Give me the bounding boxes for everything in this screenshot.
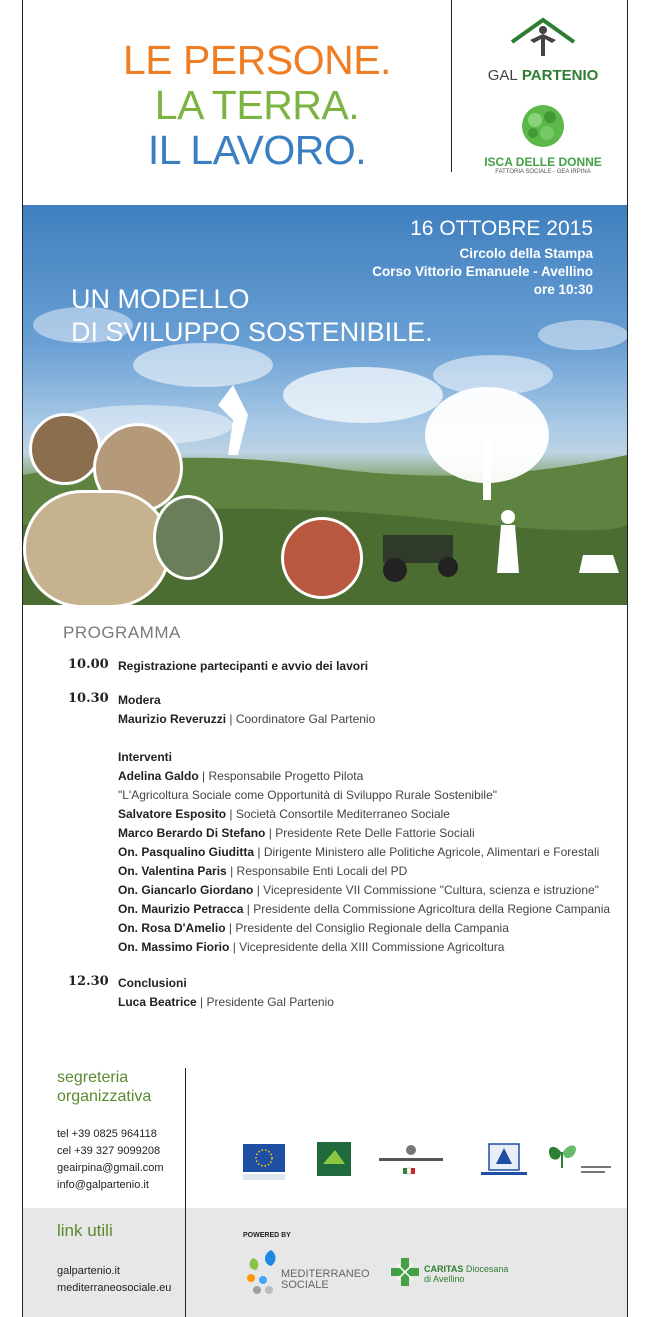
link-list [57,1263,171,1297]
speaker-name: On. Maurizio Petracca [118,902,244,916]
spacer [118,729,628,748]
speaker-role: Presidente del Consiglio Regionale della Campania [235,921,509,935]
contact-phone[interactable]: tel +39 0825 964118 [57,1128,157,1140]
gal-partenio-logo [478,16,608,84]
mediterraneo-line1: MEDITERRANEO [281,1268,370,1280]
event-date: 16 OTTOBRE 2015 [410,217,593,240]
gal-name-part2: PARTENIO [521,67,599,84]
gal-partenio-emblem-icon [508,16,578,60]
header [23,0,627,205]
slot-lines [118,691,628,957]
programme-line: On. Giancarlo Giordano | Vicepresidente VII Commissione "Cultura, scienza e istruzione" [118,883,599,897]
speaker-role: Responsabile Progetto Pilota [208,769,364,783]
tree-leaf-icon [517,102,569,148]
speaker-name: Maurizio Reveruzzi [118,712,227,726]
programme-line: On. Maurizio Petracca | Presidente della Commissione Agricoltura della Regione Campania [118,902,611,916]
section-label: Modera [118,693,161,707]
caritas-text [424,1264,508,1284]
speaker-name: Salvatore Esposito [118,807,227,821]
footer-divider [185,1068,186,1317]
gal-name-part1: GAL [487,67,518,84]
photo-circle [153,495,223,580]
caritas-avellino: di Avellino [424,1274,465,1284]
programme-line: Salvatore Esposito | Società Consortile Mediterraneo Sociale [118,807,450,821]
hero-title [71,283,433,349]
speaker-role: Coordinatore Gal Partenio [235,712,376,726]
link-utili-title: link utili [57,1221,113,1240]
programme-line: Marco Berardo Di Stefano | Presidente Rete Delle Fattorie Sociali [118,826,475,840]
psr-campania-icon [549,1145,611,1173]
speaker-name: On. Valentina Paris [118,864,227,878]
programme-line: Maurizio Reveruzzi | Coordinatore Gal Partenio [118,712,376,726]
speaker-role: Presidente Rete Delle Fattorie Sociali [275,826,475,840]
flyer-page [22,0,628,1317]
contact-list [57,1126,164,1194]
section-label: Interventi [118,750,173,764]
speaker-name: On. Rosa D'Amelio [118,921,226,935]
talk-title: "L'Agricoltura Sociale come Opportunità di Sviluppo Rurale Sostenibile" [118,788,498,802]
programme-line [118,748,628,767]
programme-line [118,974,628,993]
programme-line: On. Massimo Fiorio | Vicepresidente della XIII Commissione Agricoltura [118,940,505,954]
slot-time: 10.00 [68,657,109,672]
event-venue: Circolo della Stampa [459,246,593,261]
speaker-name: On. Giancarlo Giordano [118,883,254,897]
slot-lines [118,974,628,1012]
isca-delle-donne-logo [478,102,608,175]
powered-by-label: POWERED BY [243,1232,291,1239]
photo-circle [281,517,363,599]
partner-logos-graphic [241,1138,621,1188]
hero-title-line2: DI SVILUPPO SOSTENIBILE. [71,317,433,347]
regione-campania-icon [481,1144,527,1175]
hero-banner [23,205,627,605]
slogan [123,38,391,173]
speaker-name: On. Massimo Fiorio [118,940,230,954]
slogan-line-persone: LE PERSONE. [123,37,391,83]
speaker-role: Società Consortile Mediterraneo Sociale [235,807,450,821]
event-time: ore 10:30 [533,282,593,297]
speaker-role: Responsabile Enti Locali del PD [236,864,408,878]
slogan-line-lavoro: IL LAVORO. [147,127,367,173]
speaker-name: Registrazione partecipanti e avvio dei lavori [118,659,369,673]
programme-line: On. Pasqualino Giuditta | Dirigente Ministero alle Politiche Agricole, Alimentari e Forestali [118,845,600,859]
slot-time: 12.30 [68,974,109,989]
speaker-name: Luca Beatrice [118,995,197,1009]
hero-title-line1: UN MODELLO [71,284,250,314]
mediterraneo-sociale-logo-icon [243,1248,283,1296]
mediterraneo-line2: SOCIALE [281,1279,329,1291]
programme-line [118,657,628,676]
slot-lines [118,657,628,676]
segreteria-title-line1: segreteria [57,1069,129,1086]
programme-heading: PROGRAMMA [63,623,181,642]
contact-email-gea[interactable]: geairpina@gmail.com [57,1162,164,1174]
programme-line [118,786,628,805]
speaker-role: Presidente della Commissione Agricoltura della Regione Campania [253,902,611,916]
speaker-name: Adelina Galdo [118,769,199,783]
slot-time: 10.30 [68,691,109,706]
programme-line [118,691,628,710]
speaker-role: Dirigente Ministero alle Politiche Agricole, Alimentari e Forestali [263,845,600,859]
slogan-line-terra: LA TERRA. [154,82,360,128]
speaker-role: Vicepresidente VII Commissione "Cultura, scienza e istruzione" [263,883,599,897]
speaker-role: Vicepresidente della XIII Commissione Agricoltura [239,940,505,954]
isca-name: ISCA DELLE DONNE [484,155,602,169]
mediterraneo-sociale-text [281,1269,370,1291]
programme-line: Adelina Galdo | Responsabile Progetto Pilota [118,769,364,783]
caritas-cross-icon [389,1256,421,1288]
programme-line: On. Valentina Paris | Responsabile Enti Locali del PD [118,864,408,878]
partner-logos [241,1138,621,1188]
contact-email-gal[interactable]: info@galpartenio.it [57,1179,149,1191]
event-address: Corso Vittorio Emanuele - Avellino [372,264,593,279]
segreteria-title-line2: organizzativa [57,1088,152,1105]
programme-line: On. Rosa D'Amelio | Presidente del Consiglio Regionale della Campania [118,921,509,935]
speaker-role: Presidente Gal Partenio [206,995,334,1009]
caritas-diocesana: Diocesana [465,1264,509,1274]
isca-subtitle: FATTORIA SOCIALE - GEA IRPINA [495,169,591,175]
contact-mobile[interactable]: cel +39 327 9099208 [57,1145,161,1157]
link-mediterraneosociale[interactable]: mediterraneosociale.eu [57,1282,172,1294]
header-divider [451,0,452,172]
link-galpartenio[interactable]: galpartenio.it [57,1265,120,1277]
section-label: Conclusioni [118,976,187,990]
segreteria-title [57,1068,151,1106]
leader-logo-icon [317,1142,351,1176]
programme-line: Luca Beatrice | Presidente Gal Partenio [118,995,334,1009]
photo-circle [29,413,101,485]
caritas-bold: CARITAS [424,1264,464,1274]
ministry-emblem-icon [379,1145,443,1174]
photo-circle [23,490,171,605]
speaker-name: Marco Berardo Di Stefano [118,826,266,840]
speaker-name: On. Pasqualino Giuditta [118,845,255,859]
eu-flag-icon [243,1144,285,1180]
